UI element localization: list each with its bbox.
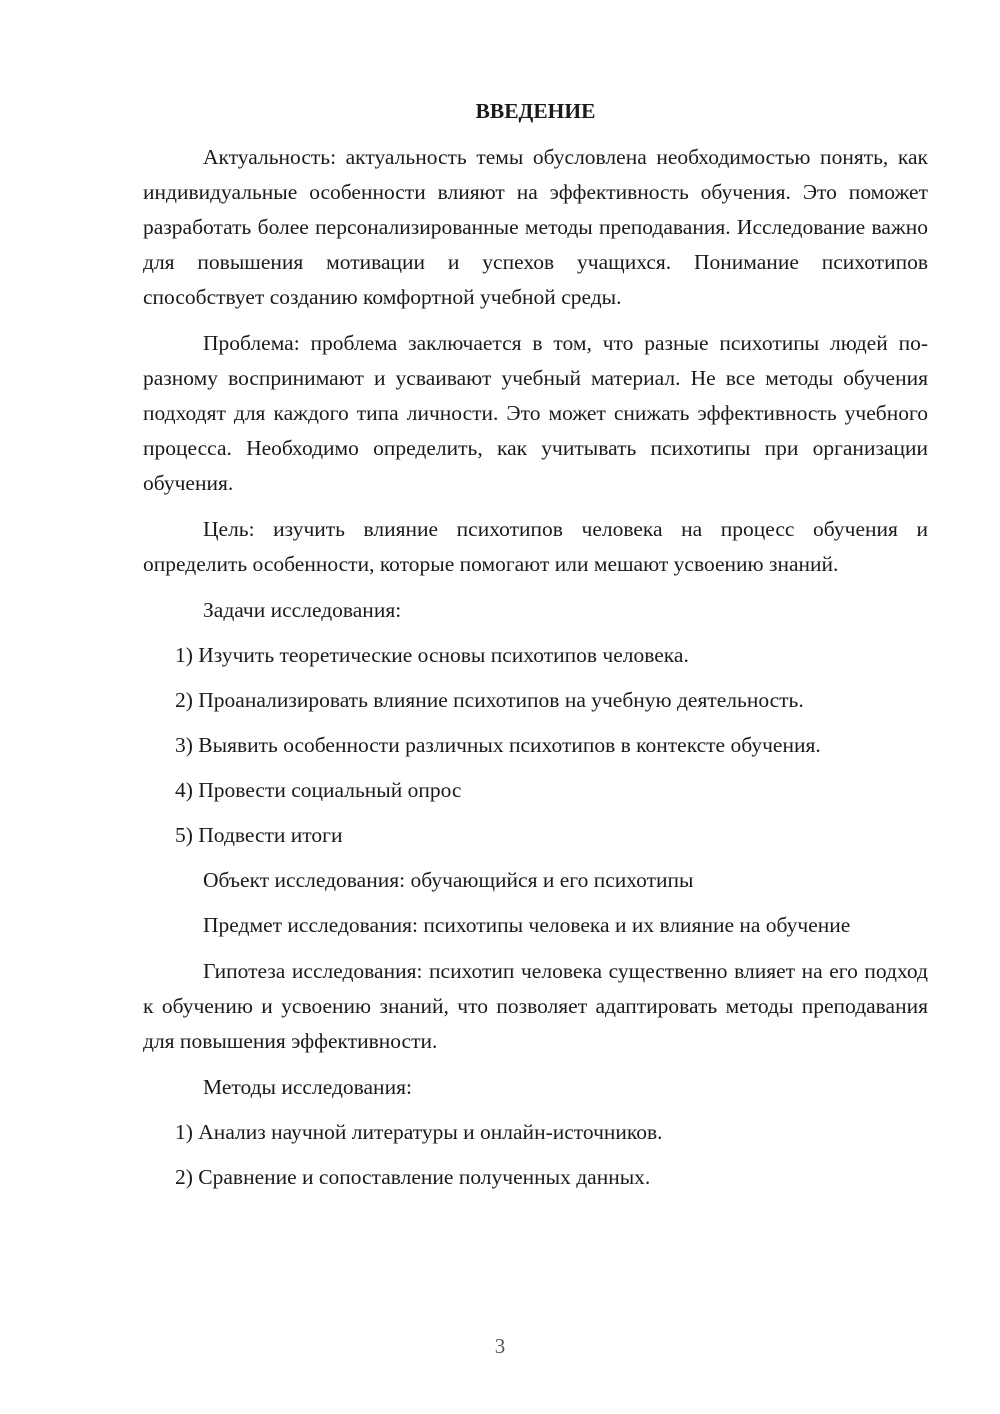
task-item: 3) Выявить особенности различных психотипов в контексте обучения. [175, 733, 821, 757]
task-item: 2) Проанализировать влияние психотипов на учебную деятельность. [175, 688, 804, 712]
goal-paragraph: Цель: изучить влияние психотипов человека на процесс обучения и определить особенности, которые помогают или мешают усвоению знаний. [143, 517, 928, 576]
object-paragraph: Объект исследования: обучающийся и его психотипы [203, 868, 694, 892]
methods-title: Методы исследования: [203, 1075, 412, 1099]
section-heading: ВВЕДЕНИЕ [475, 99, 596, 123]
subject-paragraph: Предмет исследования: психотипы человека и их влияние на обучение [203, 913, 851, 937]
tasks-title: Задачи исследования: [203, 598, 402, 622]
relevance-paragraph: Актуальность: актуальность темы обусловлена необходимостью понять, как индивидуальные особенности влияют на эффективность обучения. Это поможет разработать более персонализированные методы преподавания. Исследование важно для повышения мотивации и успехов учащихся. Понимание психотипов способствует созданию комфортной учебной среды. [143, 145, 928, 309]
hypothesis-paragraph: Гипотеза исследования: психотип человека существенно влияет на его подход к обучению и усвоению знаний, что позволяет адаптировать методы преподавания для повышения эффективности. [143, 959, 928, 1053]
problem-paragraph: Проблема: проблема заключается в том, что разные психотипы людей по-разному воспринимают и усваивают учебный материал. Не все методы обучения подходят для каждого типа личности. Это может снижать эффективность учебного процесса. Необходимо определить, как учитывать психотипы при организации обучения. [143, 331, 928, 495]
task-item: 5) Подвести итоги [175, 823, 343, 847]
method-item: 1) Анализ научной литературы и онлайн-источников. [175, 1120, 663, 1144]
method-item: 2) Сравнение и сопоставление полученных данных. [175, 1165, 651, 1189]
document-page [143, 96, 928, 1205]
task-item: 1) Изучить теоретические основы психотипов человека. [175, 643, 689, 667]
page-number: 3 [494, 1334, 506, 1358]
task-item: 4) Провести социальный опрос [175, 778, 462, 802]
